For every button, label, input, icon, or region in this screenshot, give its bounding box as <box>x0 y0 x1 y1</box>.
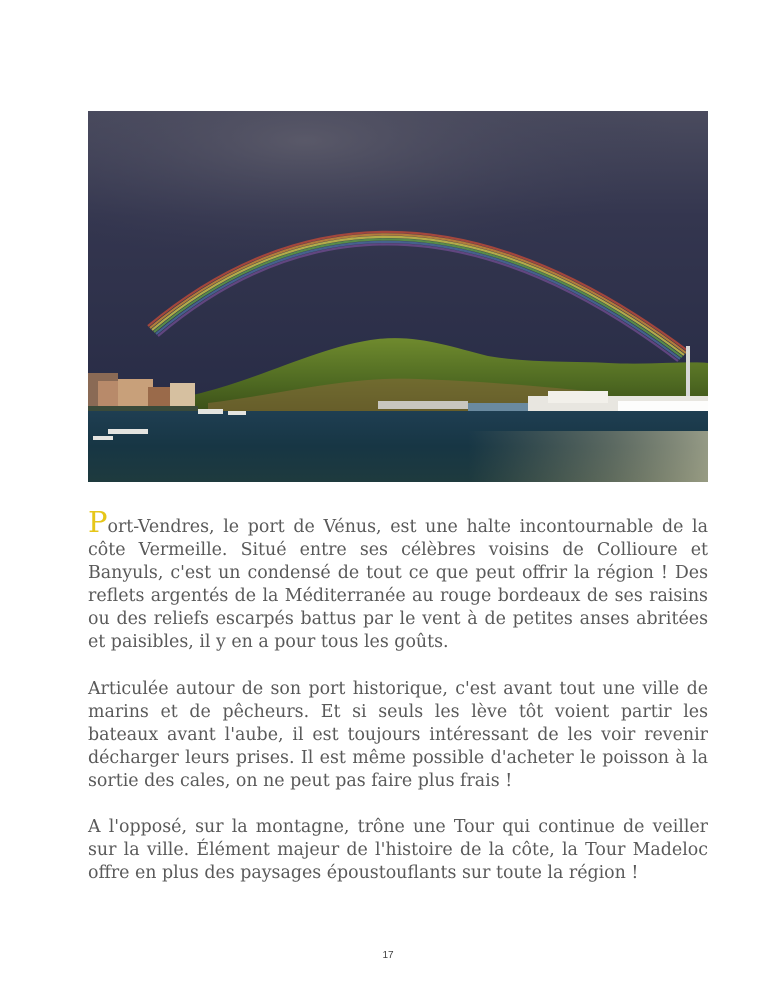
drop-cap: P <box>88 505 108 539</box>
paragraph-intro <box>88 505 708 655</box>
storm-clouds <box>88 111 708 311</box>
paragraph-tower: A l'opposé, sur la montagne, trône une Tour qui continue de veiller sur la ville. Élément majeur de l'histoire de la côte, la Tour Madeloc offre en plus des paysages époustouflants sur toute la région ! <box>88 817 708 884</box>
sea-glimmer <box>468 431 708 482</box>
harbour-rainbow-photo <box>88 111 708 482</box>
paragraph-port: Articulée autour de son port historique, c'est avant tout une ville de marins et de pêcheurs. Et si seuls les lève tôt voient partir les bateaux avant l'aube, il est toujours intéressant de les voir revenir décharger leurs prises. Il est même possible d'acheter le poisson à la sortie des cales, on ne peut pas faire plus frais ! <box>88 678 708 791</box>
page-number: 17 <box>382 950 394 961</box>
article-text <box>88 505 708 908</box>
paragraph-intro-text: ort-Vendres, le port de Vénus, est une halte incontournable de la côte Vermeille. Situé entre ses célèbres voisins de Collioure et Banyuls, c'est un condensé de tout ce que peut offrir la région ! Des reflets argentés de la Méditerranée au rouge bordeaux de ses raisins ou des reliefs escarpés battus par le vent à de petites anses abritées et paisibles, il y en a pour tous les goûts. <box>88 517 708 653</box>
